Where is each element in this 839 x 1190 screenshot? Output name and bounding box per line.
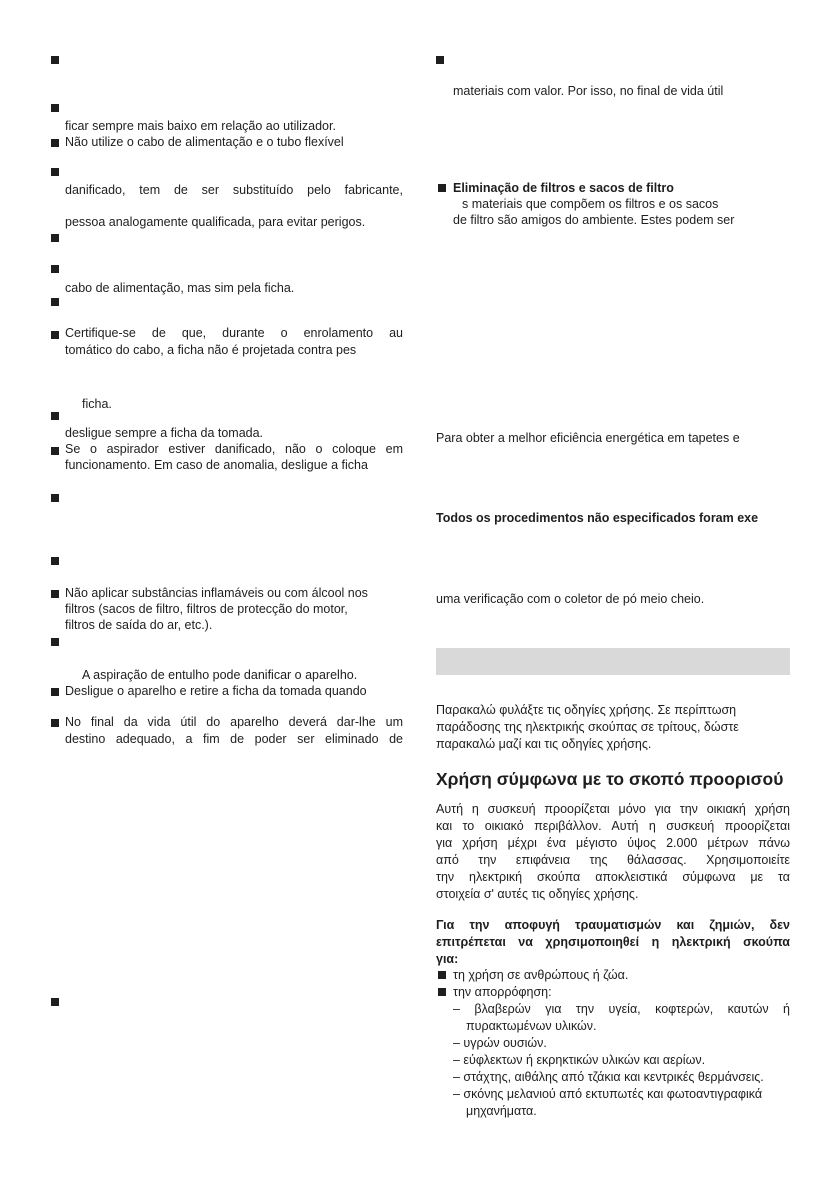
text-line: s materiais que compõem os filtros e os sacos [462,197,719,211]
bullet-square-icon [51,168,59,176]
bullet-square-icon [51,494,59,502]
list-item: τη χρήση σε ανθρώπους ή ζώα. [453,968,629,982]
text-line: Não utilize o cabo de alimentação e o tubo flexível [65,135,344,149]
dash-item: μηχανήματα. [466,1104,537,1118]
warning-line: για: [436,952,459,966]
bullet-square-icon [51,719,59,727]
section-heading: Eliminação de filtros e sacos de filtro [453,181,674,195]
bullet-square-icon [51,234,59,242]
text-line: funcionamento. Em caso de anomalia, desligue a ficha [65,458,368,472]
text-line: de filtro são amigos do ambiente. Estes podem ser [453,213,735,227]
text-line: Para obter a melhor eficiência energética em tapetes e [436,431,740,445]
text-line: danificado, tem de ser substituído pelo fabricante, [65,183,403,197]
text-line: materiais com valor. Por isso, no final de vida útil [453,84,724,98]
warning-line: Για την αποφυγή τραυματισμών και ζημιών, δεν [436,918,790,932]
bullet-square-icon [51,590,59,598]
bullet-square-icon [438,988,446,996]
list-item: την απορρόφηση: [453,985,552,999]
text-line: destino adequado, a fim de poder ser eliminado de [65,732,403,746]
text-line: No final da vida útil do aparelho deverá dar-lhe um [65,715,403,729]
section-title: Χρήση σύμφωνα με το σκοπό προορισού [436,769,784,789]
bullet-square-icon [51,298,59,306]
warning-line: επιτρέπεται να χρησιμοποιηθεί η ηλεκτρική σκούπα [436,935,790,949]
bullet-square-icon [438,971,446,979]
text-line: uma verificação com o coletor de pó meio cheio. [436,592,705,606]
bullet-square-icon [51,688,59,696]
text-line: desligue sempre a ficha da tomada. [65,426,264,440]
section-header-bar [436,648,790,675]
dash-item: – στάχτης, αιθάλης από τζάκια και κεντρικές θερμάνσεις. [453,1070,764,1084]
text-line: Certifique-se de que, durante o enrolamento au [65,326,403,340]
paragraph-line: για χρήση μέχρι ένα μέγιστο ύψος 2.000 μέτρων πάνω [436,836,790,850]
text-line: παράδοσης της ηλεκτρικής σκούπας σε τρίτους, δώστε [436,720,739,734]
bullet-square-icon [51,265,59,273]
text-line: Παρακαλώ φυλάξτε τις οδηγίες χρήσης. Σε περίπτωση [436,703,737,717]
text-line: filtros (sacos de filtro, filtros de protecção do motor, [65,602,348,616]
dash-item: – βλαβερών για την υγεία, κοφτερών, καυτών ή [453,1002,790,1016]
bullet-square-icon [51,412,59,420]
paragraph-line: Αυτή η συσκευή προορίζεται μόνο για την οικιακή χρήση [436,802,790,816]
text-line: Se o aspirador estiver danificado, não o coloque em [65,442,403,456]
bullet-square-icon [51,998,59,1006]
text-line: cabo de alimentação, mas sim pela ficha. [65,281,295,295]
bullet-square-icon [438,184,446,192]
dash-item: – σκόνης μελανιού από εκτυπωτές και φωτοαντιγραφικά [453,1087,763,1101]
text-line: παρακαλώ μαζί και τις οδηγίες χρήσης. [436,737,652,751]
paragraph-line: στοιχεία σ' αυτές τις οδηγίες χρήσης. [436,887,639,901]
text-line-bold: Todos os procedimentos não especificados foram exe [436,511,759,525]
paragraph-line: την ηλεκτρική σκούπα αποκλειστικά σύμφωνα με τα [436,870,790,884]
bullet-square-icon [51,104,59,112]
bullet-square-icon [51,139,59,147]
bullet-square-icon [51,331,59,339]
bullet-square-icon [51,447,59,455]
paragraph-line: και το οικιακό περιβάλλον. Αυτή η συσκευή προορίζεται [436,819,790,833]
dash-item: – εύφλεκτων ή εκρηκτικών υλικών και αερίων. [453,1053,706,1067]
dash-item: πυρακτωμένων υλικών. [466,1019,597,1033]
bullet-square-icon [51,56,59,64]
bullet-square-icon [51,557,59,565]
text-line: ficar sempre mais baixo em relação ao utilizador. [65,119,336,133]
paragraph-line: από την επιφάνεια της θάλασσας. Χρησιμοποιείτε [436,853,790,867]
dash-item: – υγρών ουσιών. [453,1036,547,1050]
bullet-square-icon [436,56,444,64]
text-line: A aspiração de entulho pode danificar o aparelho. [82,668,358,682]
text-line: Não aplicar substâncias inflamáveis ou com álcool nos [65,586,368,600]
text-line: ficha. [82,397,112,411]
text-line: pessoa analogamente qualificada, para evitar perigos. [65,215,366,229]
text-line: filtros de saída do ar, etc.). [65,618,213,632]
text-line: tomático do cabo, a ficha não é projetada contra pes [65,343,357,357]
bullet-square-icon [51,638,59,646]
text-line: Desligue o aparelho e retire a ficha da tomada quando [65,684,367,698]
